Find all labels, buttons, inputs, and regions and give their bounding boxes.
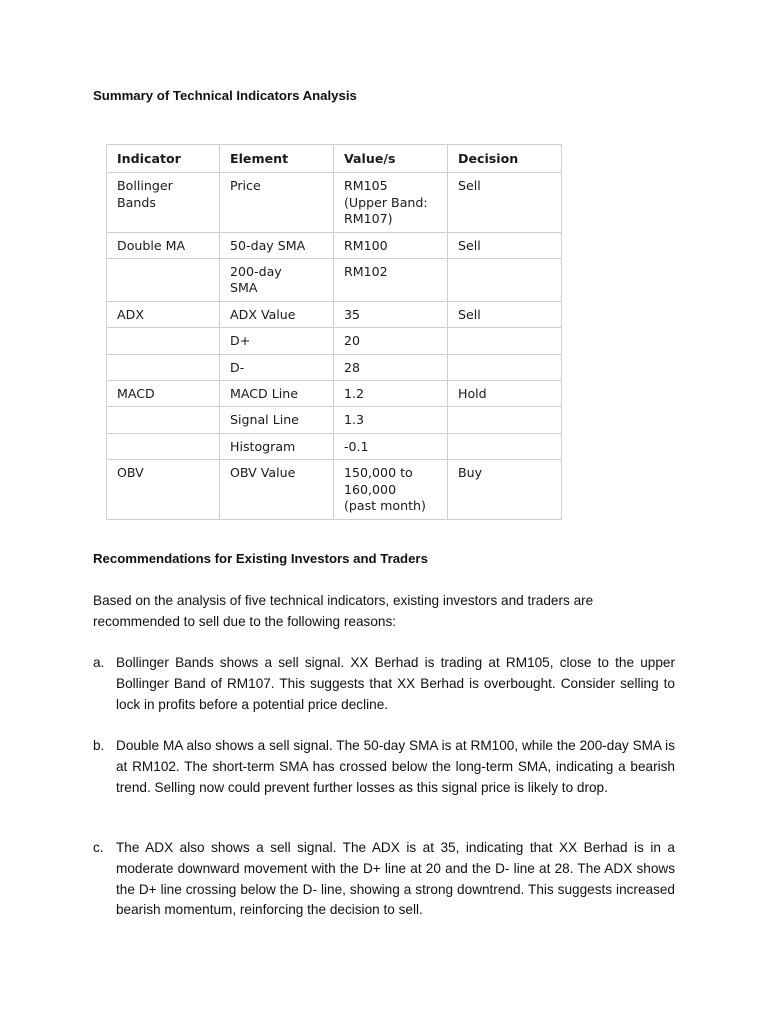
table-row [107,259,562,302]
table-cell-value: RM100 [334,232,448,258]
list-item-text: The ADX also shows a sell signal. The ADX is at 35, indicating that XX Berhad is in a moderate downward movement with the D+ line at 20 and the D- line at 28. The ADX shows the D+ line crossing below the D- line, showing a strong downtrend. This suggests increased bearish momentum, reinforcing the decision to sell. [116,840,675,918]
table-cell-value: 35 [334,301,448,327]
table-cell-indicator [107,354,220,380]
list-item [93,653,675,715]
table-cell-decision: Sell [448,173,562,232]
table-cell-element: D+ [220,328,334,354]
table-cell-value: 1.3 [334,407,448,433]
table-cell-element: 200-day SMA [220,259,334,302]
recommendations-heading: Recommendations for Existing Investors and Traders [93,551,428,566]
table-cell-decision: Sell [448,301,562,327]
table-row [107,460,562,519]
column-header-indicator: Indicator [107,145,220,173]
table-cell-indicator [107,433,220,459]
table-cell-element: OBV Value [220,460,334,519]
table-cell-decision [448,354,562,380]
table-row [107,173,562,232]
table-cell-indicator [107,259,220,302]
list-item-text: Double MA also shows a sell signal. The 50-day SMA is at RM100, while the 200-day SMA is at RM102. The short-term SMA has crossed below the long-term SMA, indicating a bearish trend. Selling now could prevent further losses as this signal price is likely to drop. [116,738,675,795]
table-row [107,232,562,258]
table-cell-value: RM105 (Upper Band: RM107) [334,173,448,232]
column-header-decision: Decision [448,145,562,173]
table-row [107,407,562,433]
table-cell-value: 20 [334,328,448,354]
table-cell-decision: Buy [448,460,562,519]
table-cell-indicator: Bollinger Bands [107,173,220,232]
table-cell-decision: Hold [448,381,562,407]
table-cell-value: 1.2 [334,381,448,407]
table-cell-value: RM102 [334,259,448,302]
list-item-text: Bollinger Bands shows a sell signal. XX Berhad is trading at RM105, close to the upper Bollinger Band of RM107. This suggests that XX Berhad is overbought. Consider selling to lock in profits before a potential price decline. [116,655,675,712]
list-item [93,838,675,921]
indicators-table-container [106,144,561,520]
table-cell-element: Price [220,173,334,232]
table-cell-element: Signal Line [220,407,334,433]
table-cell-element: ADX Value [220,301,334,327]
table-cell-element: 50-day SMA [220,232,334,258]
table-cell-element: D- [220,354,334,380]
table-cell-decision: Sell [448,232,562,258]
table-cell-indicator: MACD [107,381,220,407]
indicators-table [106,144,562,520]
table-cell-indicator: ADX [107,301,220,327]
table-cell-indicator [107,407,220,433]
table-cell-indicator [107,328,220,354]
table-cell-value: 28 [334,354,448,380]
table-cell-element: Histogram [220,433,334,459]
column-header-element: Element [220,145,334,173]
table-cell-indicator: Double MA [107,232,220,258]
table-row [107,381,562,407]
page-title: Summary of Technical Indicators Analysis [93,88,357,103]
table-row [107,354,562,380]
list-marker: a. [93,655,105,670]
table-row [107,301,562,327]
column-header-value: Value/s [334,145,448,173]
list-marker: c. [93,840,104,855]
table-cell-element: MACD Line [220,381,334,407]
table-body [107,173,562,519]
list-item [93,736,675,798]
table-header-row [107,145,562,173]
table-cell-indicator: OBV [107,460,220,519]
recommendations-intro: Based on the analysis of five technical indicators, existing investors and traders are recommended to sell due to the following reasons: [93,593,594,629]
table-cell-decision [448,328,562,354]
list-marker: b. [93,738,105,753]
table-cell-decision [448,433,562,459]
table-row [107,328,562,354]
table-cell-value: 150,000 to 160,000 (past month) [334,460,448,519]
table-cell-decision [448,407,562,433]
table-row [107,433,562,459]
table-cell-decision [448,259,562,302]
table-cell-value: -0.1 [334,433,448,459]
